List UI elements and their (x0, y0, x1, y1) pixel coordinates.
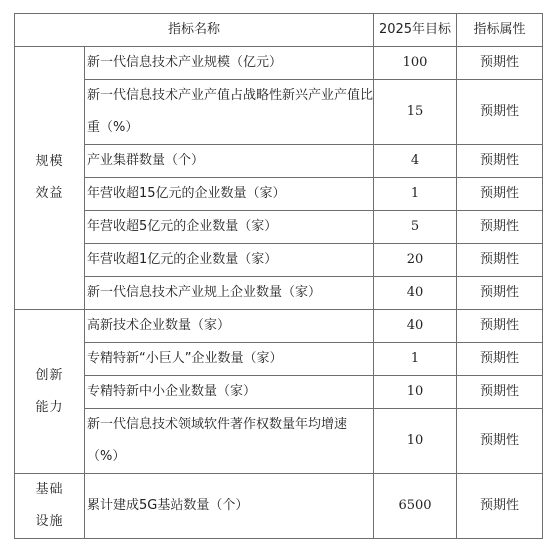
indicator-attribute: 预期性 (457, 211, 543, 244)
category-label-line: 规模 (35, 154, 64, 169)
indicator-attribute: 预期性 (457, 145, 543, 178)
indicator-target: 15 (374, 80, 457, 145)
indicator-target: 5 (374, 211, 457, 244)
category-cell (15, 474, 85, 539)
header-attribute: 指标属性 (457, 14, 543, 47)
indicator-table (14, 13, 543, 539)
indicator-name: 新一代信息技术产业规上企业数量（家） (85, 277, 374, 310)
table-row (15, 474, 543, 539)
indicator-name: 高新技术企业数量（家） (85, 310, 374, 343)
table-row (15, 310, 543, 343)
indicator-target: 40 (374, 310, 457, 343)
indicator-name: 专精特新中小企业数量（家） (85, 376, 374, 409)
category-label-line: 基础 (35, 482, 64, 497)
indicator-attribute: 预期性 (457, 343, 543, 376)
category-cell (15, 310, 85, 474)
indicator-name: 产业集群数量（个） (85, 145, 374, 178)
header-name: 指标名称 (15, 14, 374, 47)
table-row (15, 277, 543, 310)
indicator-target: 10 (374, 376, 457, 409)
table-row (15, 376, 543, 409)
category-cell (15, 47, 85, 310)
category-label-line: 能力 (35, 399, 64, 415)
table-row (15, 211, 543, 244)
category-label-line: 效益 (35, 186, 64, 201)
indicator-target: 40 (374, 277, 457, 310)
indicator-name: 专精特新“小巨人”企业数量（家） (85, 343, 374, 376)
indicator-name: 年营收超5亿元的企业数量（家） (85, 211, 374, 244)
indicator-target: 20 (374, 244, 457, 277)
table-header-row (15, 14, 543, 47)
indicator-attribute: 预期性 (457, 80, 543, 145)
indicator-attribute: 预期性 (457, 376, 543, 409)
indicator-name: 新一代信息技术领域软件著作权数量年均增速（%） (85, 409, 374, 474)
indicator-attribute: 预期性 (457, 409, 543, 474)
indicator-target: 1 (374, 178, 457, 211)
table-row (15, 47, 543, 80)
table-row (15, 145, 543, 178)
table-row (15, 178, 543, 211)
indicator-target: 1 (374, 343, 457, 376)
indicator-name: 年营收超15亿元的企业数量（家） (85, 178, 374, 211)
indicator-attribute: 预期性 (457, 47, 543, 80)
table-row (15, 343, 543, 376)
indicator-target: 4 (374, 145, 457, 178)
indicator-attribute: 预期性 (457, 310, 543, 343)
indicator-target: 100 (374, 47, 457, 80)
header-target: 2025年目标 (374, 14, 457, 47)
table-row (15, 80, 543, 145)
indicator-attribute: 预期性 (457, 277, 543, 310)
indicator-attribute: 预期性 (457, 474, 543, 539)
category-label-line: 设施 (35, 514, 64, 529)
table-row (15, 409, 543, 474)
indicator-name: 年营收超1亿元的企业数量（家） (85, 244, 374, 277)
indicator-target: 6500 (374, 474, 457, 539)
indicator-name: 累计建成5G基站数量（个） (85, 474, 374, 539)
indicator-attribute: 预期性 (457, 244, 543, 277)
indicator-target: 10 (374, 409, 457, 474)
indicator-name: 新一代信息技术产业规模（亿元） (85, 47, 374, 80)
table-row (15, 244, 543, 277)
indicator-attribute: 预期性 (457, 178, 543, 211)
category-label-line: 创新 (35, 367, 64, 383)
indicator-name: 新一代信息技术产业产值占战略性新兴产业产值比重（%） (85, 80, 374, 145)
